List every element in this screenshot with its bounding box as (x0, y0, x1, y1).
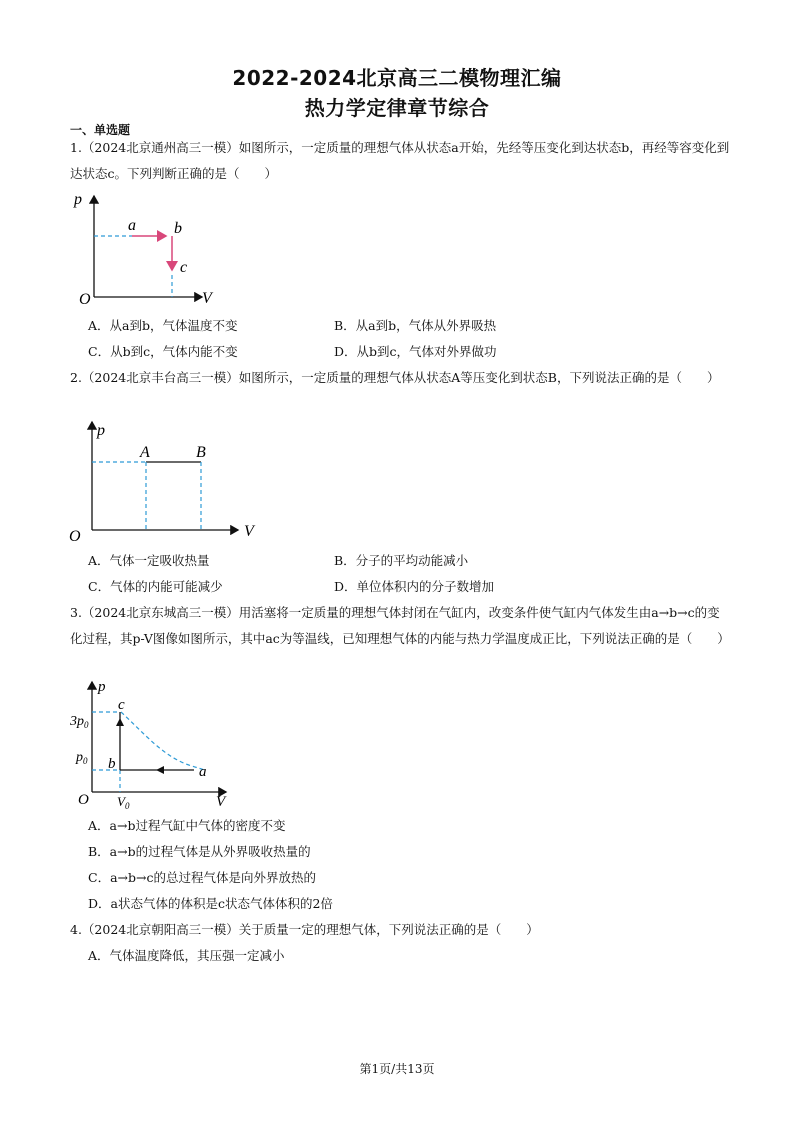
page-title: 2022-2024北京高三二模物理汇编 (232, 66, 562, 90)
q2-option-a[interactable]: A．气体一定吸收热量 (88, 553, 210, 568)
label-b: b (174, 220, 182, 237)
label-c: c (118, 697, 125, 713)
q2-option-b[interactable]: B．分子的平均动能减小 (334, 553, 469, 568)
question-1-text: 1.（2024北京通州高三一模）如图所示，一定质量的理想气体从状态a开始，先经等压变化到达状态b，再经等容变化到达状态c。下列判断正确的是（ ） (70, 140, 730, 181)
pv-graph-q2 (68, 418, 268, 546)
label-origin: O (78, 792, 89, 808)
question-4-text: 4.（2024北京朝阳高三一模）关于质量一定的理想气体，下列说法正确的是（ ） (70, 922, 539, 937)
label-A: A (140, 444, 150, 461)
page-footer: 第1页/共13页 (359, 1062, 435, 1076)
label-3p0: $3p_0$ (70, 714, 89, 730)
label-p: p (97, 422, 105, 439)
section-heading: 一、单选题 (70, 123, 131, 137)
label-p: p (98, 679, 106, 695)
label-B: B (196, 444, 206, 461)
label-origin: O (69, 528, 81, 545)
question-3-text: 3.（2024北京东城高三一模）用活塞将一定质量的理想气体封闭在气缸内，改变条件使气缸内气体发生由a→b→c的变化过程，其p-V图像如图所示，其中ac为等温线，已知理想气体的内能与热力学温度成正比，下列说法正确的是（ ） (70, 605, 730, 646)
label-p0: $p_0$ (76, 750, 88, 766)
pv-graph-q1 (74, 190, 224, 310)
q3-option-c[interactable]: C．a→b→c的总过程气体是向外界放热的 (88, 870, 316, 885)
arrow-b-to-c (116, 718, 124, 726)
q3-option-b[interactable]: B．a→b的过程气体是从外界吸收热量的 (88, 844, 311, 859)
arrow-a-to-b (156, 766, 164, 774)
q3-option-a[interactable]: A．a→b过程气缸中气体的密度不变 (88, 818, 286, 833)
label-a: a (128, 217, 136, 234)
pv-graph-q3 (64, 678, 244, 810)
question-2-text: 2.（2024北京丰台高三一模）如图所示，一定质量的理想气体从状态A等压变化到状态B，下列说法正确的是（ ） (70, 370, 720, 385)
q1-option-b[interactable]: B．从a到b，气体从外界吸热 (334, 318, 497, 333)
question-2-diagram (68, 418, 268, 546)
label-v: V (244, 523, 254, 540)
q2-option-c[interactable]: C．气体的内能可能减少 (88, 579, 223, 594)
label-v0: $V_0$ (117, 794, 130, 811)
isotherm-curve-ac (121, 712, 204, 770)
q1-option-d[interactable]: D．从b到c，气体对外界做功 (334, 344, 497, 359)
question-3-diagram (64, 678, 244, 810)
label-b: b (108, 756, 116, 772)
label-v: V (202, 290, 212, 307)
label-v: V (216, 794, 226, 810)
q4-option-a[interactable]: A．气体温度降低，其压强一定减小 (88, 948, 285, 963)
label-a: a (199, 764, 207, 780)
q3-option-d[interactable]: D．a状态气体的体积是c状态气体体积的2倍 (88, 896, 333, 911)
q1-option-c[interactable]: C．从b到c，气体内能不变 (88, 344, 238, 359)
label-c: c (180, 259, 188, 276)
page-subtitle: 热力学定律章节综合 (304, 96, 490, 120)
question-1-diagram (74, 190, 224, 310)
label-origin: O (79, 291, 91, 308)
q1-option-a[interactable]: A．从a到b，气体温度不变 (88, 318, 238, 333)
q2-option-d[interactable]: D．单位体积内的分子数增加 (334, 579, 495, 594)
label-p: p (74, 191, 82, 208)
